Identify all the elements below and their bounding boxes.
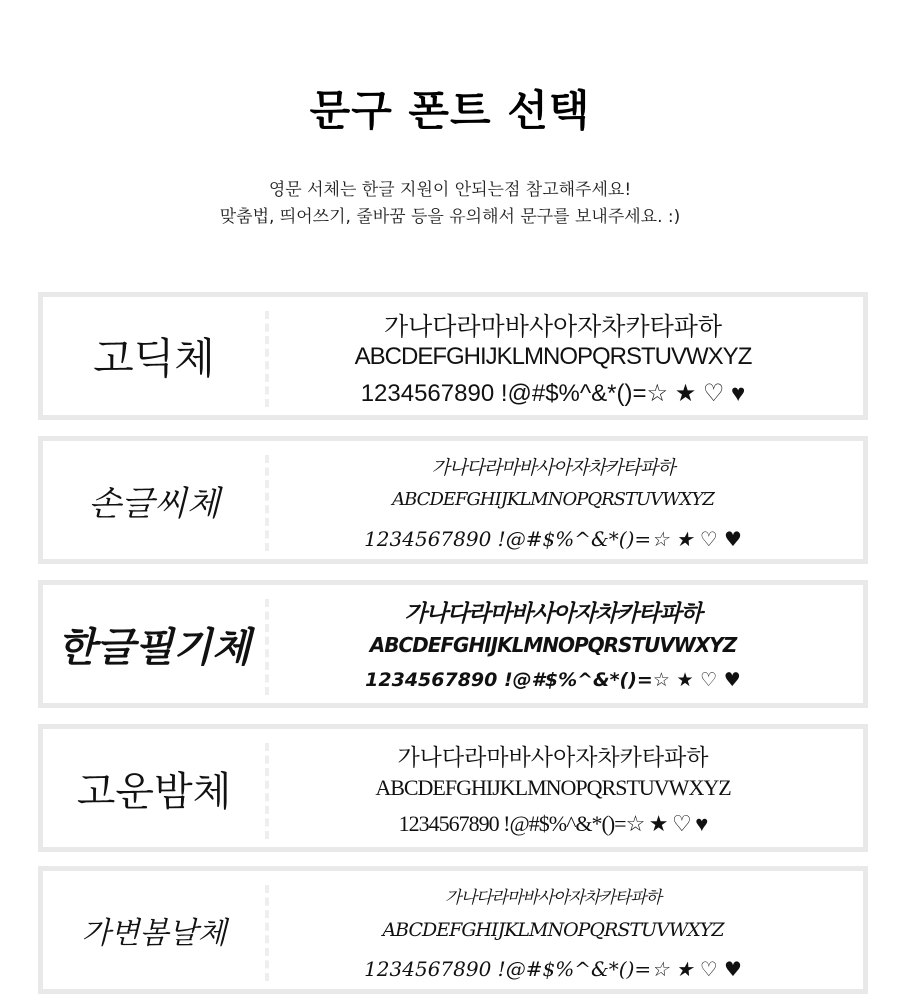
font-name: 고딕체 <box>93 334 215 383</box>
sample-numbers-symbols: 1234567890 !@#$%^&*()=☆ ★ ♡ ♥ <box>364 957 742 981</box>
font-name: 가변봄날체 <box>81 916 227 951</box>
sample-hangul: 가나다라마바사아자차카타파하 <box>445 888 661 908</box>
sample-alphabet: ABCDEFGHIJKLMNOPQRSTUVWXYZ <box>392 489 714 510</box>
sample-alphabet: ABCDEFGHIJKLMNOPQRSTUVWXYZ <box>382 919 724 941</box>
font-option-handwriting[interactable] <box>38 436 868 564</box>
dashed-divider <box>265 743 269 839</box>
font-option-hangul-pilgi[interactable] <box>38 580 868 708</box>
font-sample-area <box>273 729 863 847</box>
dashed-divider <box>265 455 269 551</box>
sample-hangul: 가나다라마바사아자차카타파하 <box>431 457 675 479</box>
font-option-gabyeon-bomnal[interactable] <box>38 866 868 994</box>
sample-numbers-symbols: 1234567890 !@#$%^&*()=☆ ★ ♡ ♥ <box>365 669 741 691</box>
dashed-divider <box>265 885 269 981</box>
font-option-gowun-bam[interactable] <box>38 724 868 852</box>
font-name: 고운밤체 <box>76 768 232 815</box>
sample-numbers-symbols: 1234567890 !@#$%^&*()=☆ ★ ♡ ♥ <box>360 380 746 407</box>
notice-english-font: 영문 서체는 한글 지원이 안되는점 참고해주세요! <box>268 180 632 200</box>
notice-spelling: 맞춤법, 띄어쓰기, 줄바꿈 등을 유의해서 문구를 보내주세요. :) <box>219 207 681 227</box>
font-name: 한글필기체 <box>57 624 251 671</box>
sample-alphabet: ABCDEFGHIJKLMNOPQRSTUVWXYZ <box>354 343 752 370</box>
font-sample-area <box>273 297 863 415</box>
page-title: 문구 폰트 선택 <box>309 86 591 135</box>
sample-hangul: 가나다라마바사아자차카타파하 <box>397 745 709 770</box>
font-sample-area <box>273 871 863 989</box>
sample-numbers-symbols: 1234567890 !@#$%^&*()=☆ ★ ♡ ♥ <box>364 527 742 551</box>
font-option-gothic[interactable] <box>38 292 868 420</box>
sample-alphabet: ABCDEFGHIJKLMNOPQRSTUVWXYZ <box>375 775 731 800</box>
sample-numbers-symbols: 1234567890 !@#$%^&*()=☆ ★ ♡ ♥ <box>398 811 708 836</box>
sample-alphabet: ABCDEFGHIJKLMNOPQRSTUVWXYZ <box>369 633 737 657</box>
sample-hangul: 가나다라마바사아자차카타파하 <box>404 601 702 627</box>
dashed-divider <box>265 311 269 407</box>
sample-hangul: 가나다라마바사아자차카타파하 <box>383 313 723 341</box>
font-sample-area <box>273 441 863 559</box>
font-name: 손글씨체 <box>88 483 220 524</box>
dashed-divider <box>265 599 269 695</box>
font-sample-area <box>273 585 863 703</box>
